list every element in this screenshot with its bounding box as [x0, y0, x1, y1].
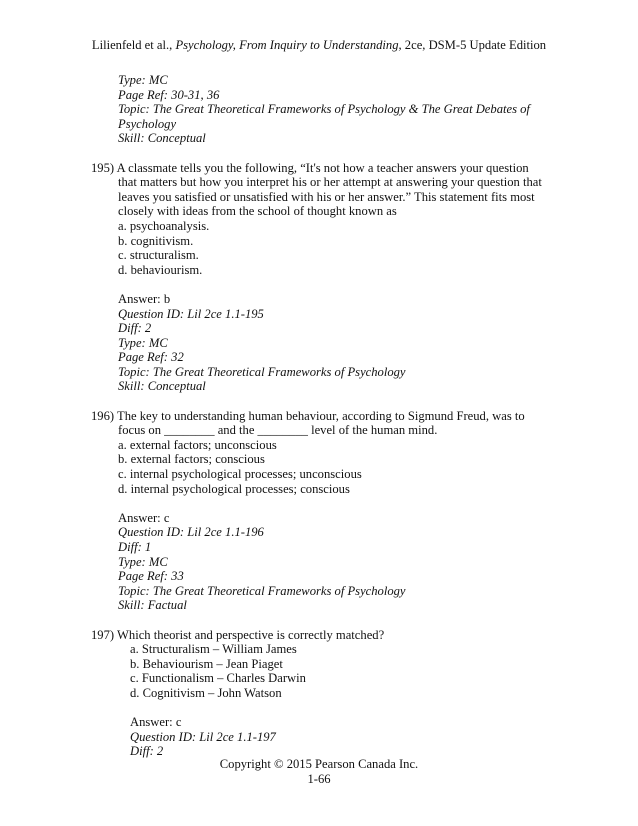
question-stem: focus on ________ and the ________ level of the human mind.: [118, 423, 438, 438]
answer-option: c. structuralism.: [118, 248, 199, 263]
meta-diff: Diff: 2: [130, 744, 164, 759]
meta-page-ref: Page Ref: 32: [118, 350, 184, 365]
question-number: 195): [91, 160, 115, 175]
answer-option: a. psychoanalysis.: [118, 218, 210, 233]
header-authors: Lilienfeld et al.,: [91, 38, 176, 52]
answer-option: c. internal psychological processes; unconscious: [118, 467, 362, 482]
meta-page-ref: Page Ref: 30-31, 36: [118, 87, 220, 102]
answer-option: b. cognitivism.: [118, 233, 194, 248]
meta-topic: Topic: The Great Theoretical Frameworks of Psychology: [118, 364, 406, 379]
question-197: [91, 628, 561, 759]
question-number: 197): [91, 627, 115, 642]
meta-question-id: Question ID: Lil 2ce 1.1-196: [118, 525, 264, 540]
question-195: [91, 161, 561, 395]
question-stem: leaves you satisfied or unsatisfied with his or her answer.” This statement fits most: [118, 189, 535, 204]
answer-key: Answer: c: [130, 715, 182, 730]
answer-option: c. Functionalism – Charles Darwin: [130, 671, 306, 686]
answer-option: d. internal psychological processes; conscious: [118, 481, 350, 496]
running-header: [0, 38, 638, 53]
question-stem: The key to understanding human behaviour, according to Sigmund Freud, was to: [117, 408, 525, 423]
prev-question-meta: [91, 73, 561, 146]
question-number: 196): [91, 408, 115, 423]
answer-key: Answer: c: [118, 510, 170, 525]
meta-topic: Topic: The Great Theoretical Frameworks of Psychology: [118, 583, 406, 598]
meta-question-id: Question ID: Lil 2ce 1.1-197: [130, 729, 276, 744]
question-stem: closely with ideas from the school of thought known as: [118, 204, 397, 219]
meta-skill: Skill: Factual: [118, 598, 187, 613]
question-196: [91, 409, 561, 613]
meta-page-ref: Page Ref: 33: [118, 569, 184, 584]
meta-diff: Diff: 1: [118, 540, 152, 554]
copyright-notice: Copyright © 2015 Pearson Canada Inc.: [219, 757, 419, 771]
answer-option: a. external factors; unconscious: [118, 437, 277, 452]
meta-type: Type: MC: [118, 335, 168, 350]
answer-option: d. Cognitivism – John Watson: [130, 685, 282, 700]
answer-key: Answer: b: [118, 291, 171, 306]
meta-skill: Skill: Conceptual: [118, 379, 206, 394]
meta-topic: Topic: The Great Theoretical Frameworks of Psychology & The Great Debates of: [118, 102, 530, 117]
meta-type: Type: MC: [118, 73, 168, 87]
answer-option: d. behaviourism.: [118, 262, 203, 277]
question-stem: that matters but how you interpret his or her attempt at answering your question that: [118, 175, 542, 190]
meta-type: Type: MC: [118, 554, 168, 569]
meta-question-id: Question ID: Lil 2ce 1.1-195: [118, 306, 264, 321]
answer-option: b. Behaviourism – Jean Piaget: [130, 656, 283, 671]
page-content: [91, 73, 561, 759]
page-number: 1-66: [307, 771, 331, 786]
meta-skill: Skill: Conceptual: [118, 131, 206, 146]
page-footer: [0, 757, 638, 786]
question-stem: A classmate tells you the following, “It's not how a teacher answers your question: [116, 160, 529, 175]
header-edition: 2ce, DSM-5 Update Edition: [401, 38, 547, 52]
meta-topic-cont: Psychology: [118, 116, 177, 131]
answer-option: a. Structuralism – William James: [130, 642, 297, 657]
question-stem: Which theorist and perspective is correctly matched?: [117, 627, 385, 642]
meta-diff: Diff: 2: [118, 321, 152, 336]
header-book-title: Psychology, From Inquiry to Understanding,: [175, 38, 402, 52]
answer-option: b. external factors; conscious: [118, 452, 265, 467]
